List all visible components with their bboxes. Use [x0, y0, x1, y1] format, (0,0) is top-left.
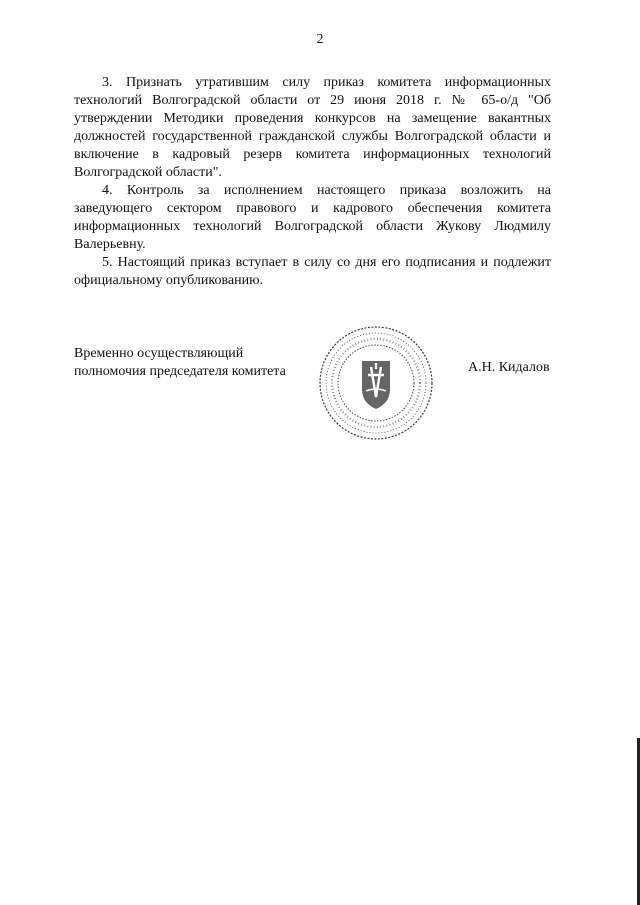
signatory-name: А.Н. Кидалов — [468, 360, 550, 375]
signature-block — [0, 345, 640, 475]
official-seal-stamp — [316, 323, 436, 443]
coat-of-arms-icon — [362, 361, 390, 409]
paragraph-3: 3. Признать утратившим силу приказ комитета информационных технологий Волгоградской области от 29 июня 2018 г. № 65-о/д "Об утверждении Методики проведения конкурсов на замещение вакантных должностей государственной гражданской службы Волгоградской области и включение в кадровый резерв комитета информационных технологий Волгоградской области". — [74, 75, 551, 180]
paragraph-4: 4. Контроль за исполнением настоящего приказа возложить на заведующего сектором правового и кадрового обеспечения комитета информационных технологий Волгоградской области Жукову Людмилу Валерьевну. — [74, 183, 551, 252]
signatory-position-line-2: полномочия председателя комитета — [74, 364, 286, 379]
document-body — [74, 74, 551, 290]
page-number: 2 — [316, 32, 324, 47]
signatory-position-line-1: Временно осуществляющий — [74, 346, 244, 361]
signatory-position — [74, 345, 286, 381]
paragraph-5: 5. Настоящий приказ вступает в силу со дня его подписания и подлежит официальному опубликованию. — [74, 255, 551, 288]
